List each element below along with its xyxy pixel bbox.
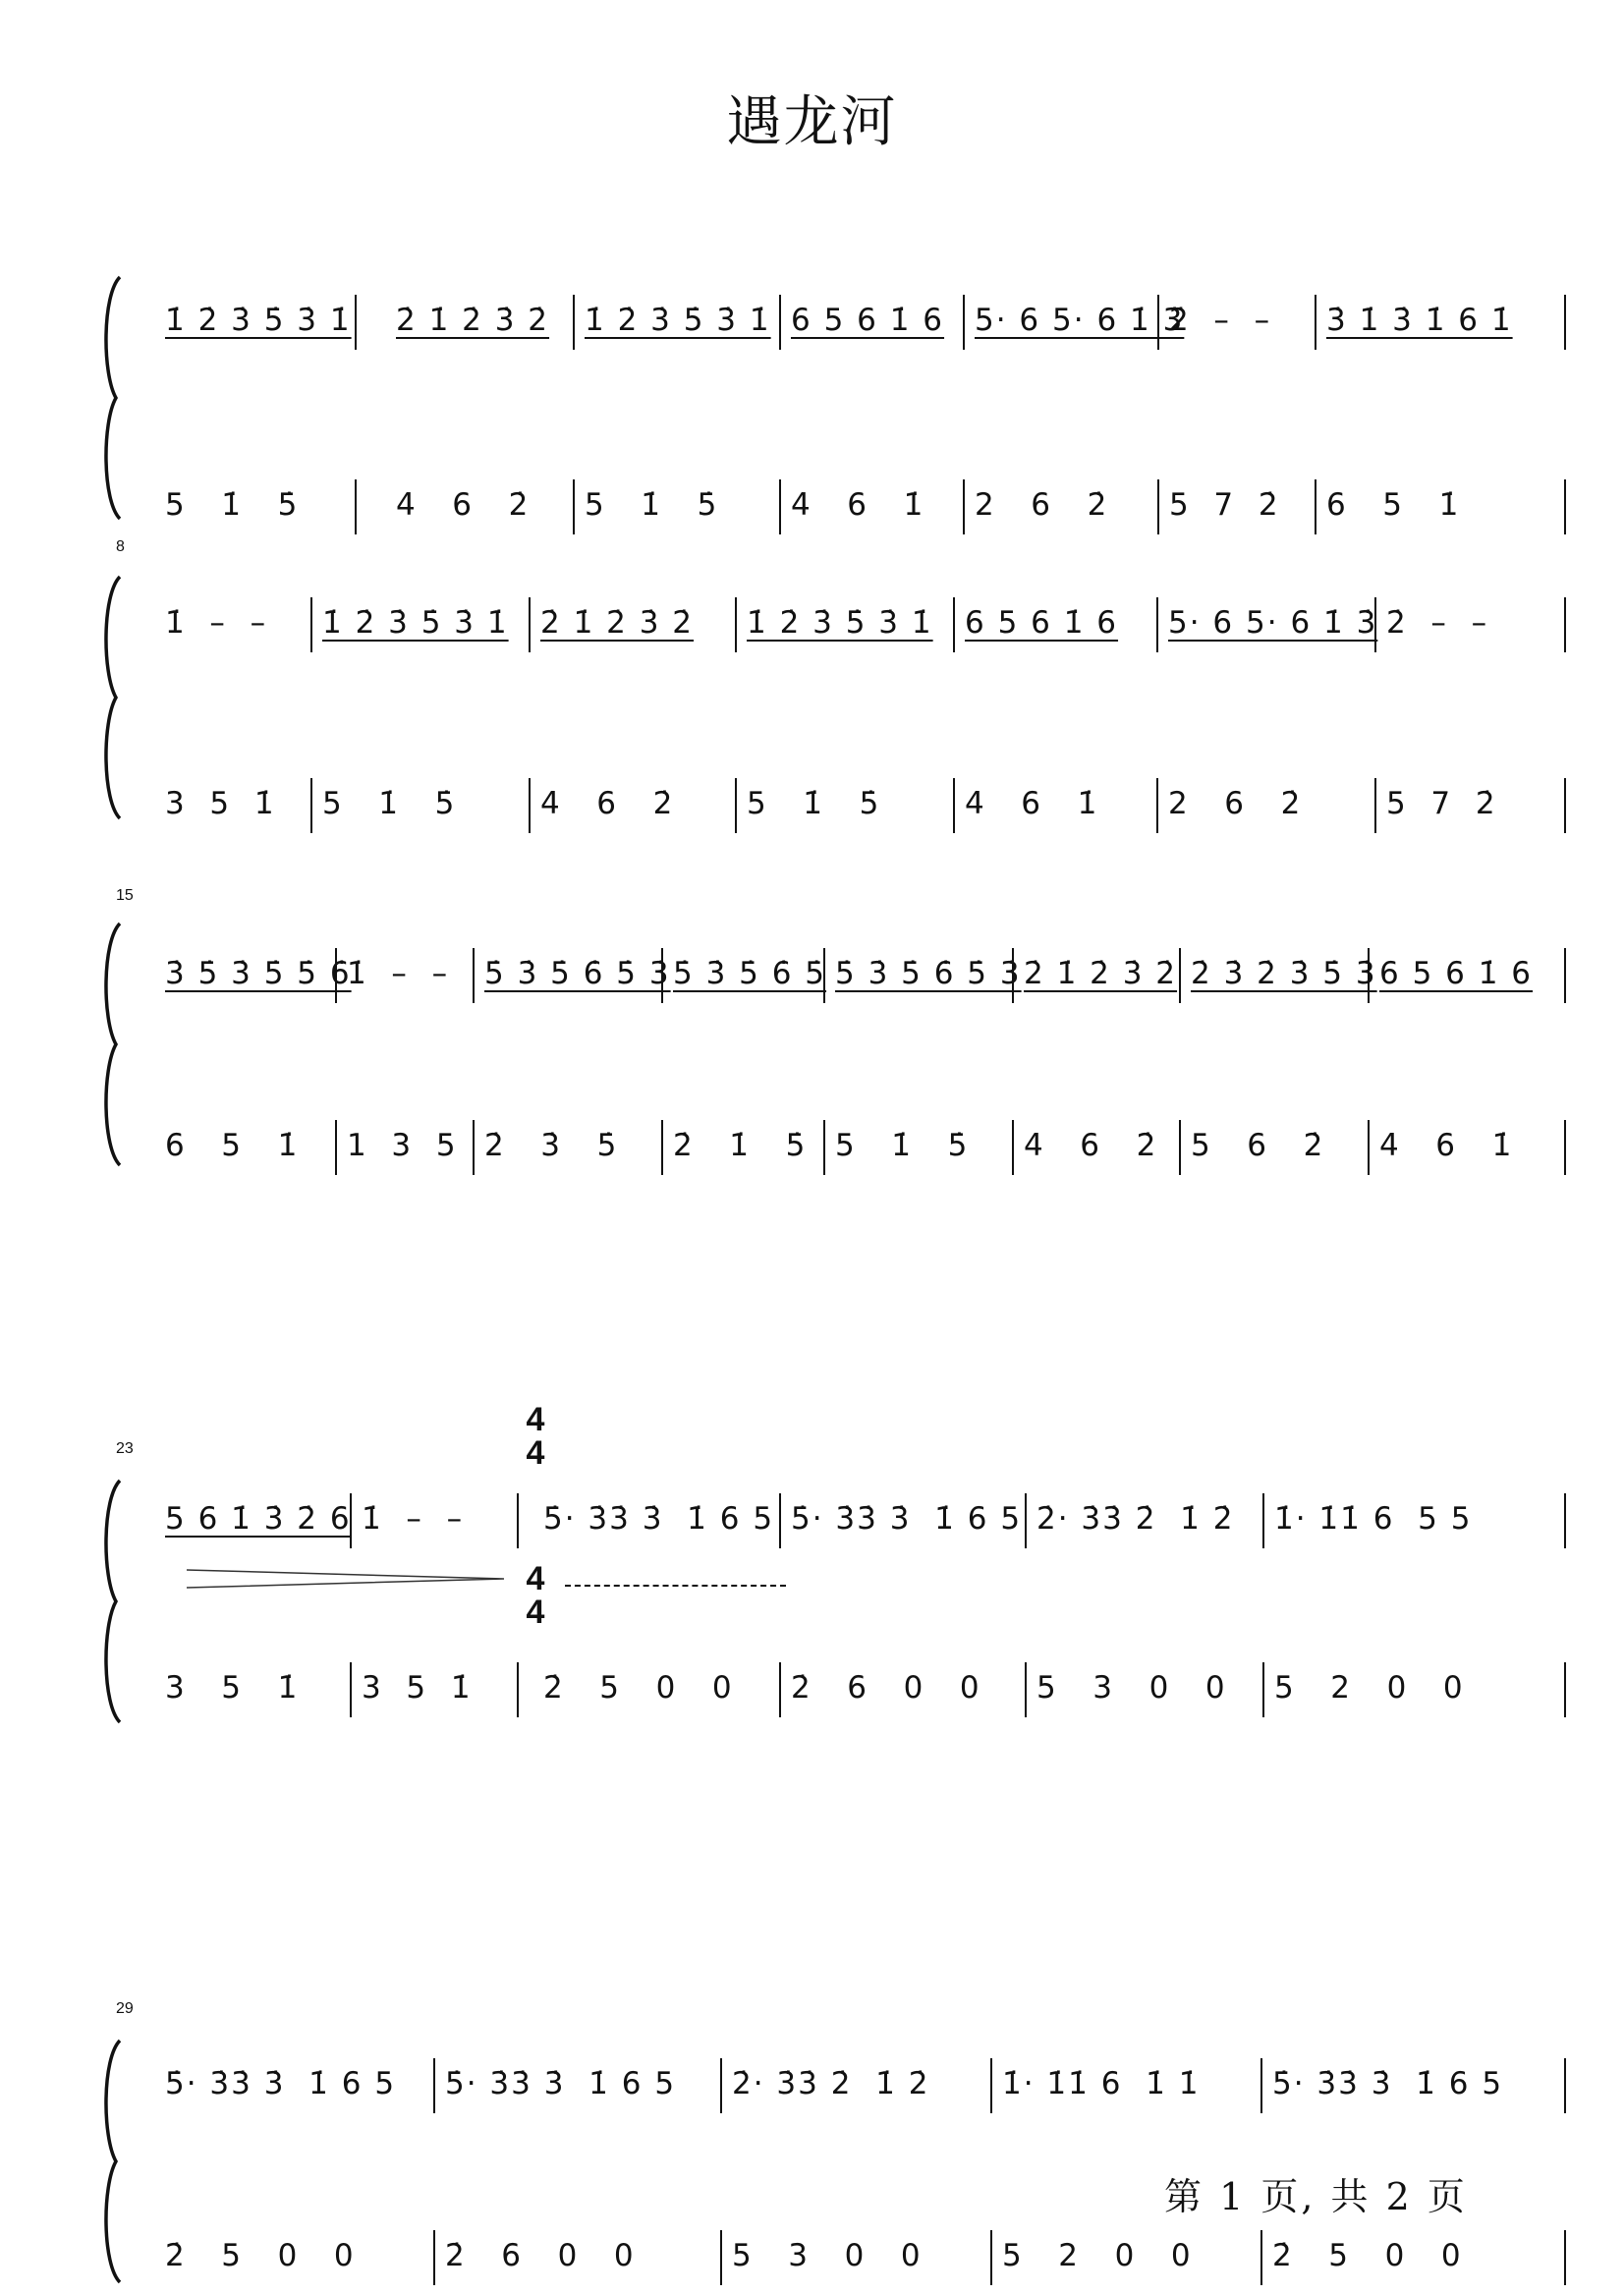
measure: 2̇ 5 0 0	[519, 1662, 781, 1717]
measure: 5 6 2̇	[1181, 1120, 1370, 1175]
measure-number: 15	[116, 887, 134, 904]
measure: 5̇ 3̇ 5̇ 6̇ 5̇ 3̇	[825, 948, 1014, 1003]
measure: 4 6 2̇	[357, 479, 575, 534]
measure: 2 6 2̇	[965, 479, 1159, 534]
measure: 1̇ 2̇ 3̇ 5̇ 3̇ 1̇	[155, 295, 357, 350]
lower-staff	[155, 2230, 1566, 2285]
measure: 4 6 2̇	[531, 778, 737, 833]
measure: 3 5 1̇	[155, 778, 312, 833]
brace-icon	[98, 922, 122, 1167]
measure: 5 7 2̇	[1159, 479, 1316, 534]
brace-icon	[98, 575, 122, 820]
measure: 2̇· 3̇3̇ 2̇ 1̇ 2̇	[1027, 1493, 1264, 1548]
measure: 1̇ 2̇ 3̇ 5̇ 3̇ 1̇	[575, 295, 781, 350]
dashed-extension	[565, 1585, 786, 1587]
measure: 6 5 1̇	[155, 1120, 337, 1175]
measure: 2̇ 3̇ 5̇	[475, 1120, 663, 1175]
measure-number: 8	[116, 538, 125, 555]
measure: 5· 6 5· 6 1̇ 3̇	[965, 295, 1159, 350]
measure: 5̇ 3̇ 5̇ 6̇ 5̇	[663, 948, 825, 1003]
upper-staff	[155, 948, 1566, 1003]
brace-icon	[98, 275, 122, 521]
measure: 5 1̇ 5̇	[737, 778, 955, 833]
measure: 6 5 6 1̇ 6	[955, 597, 1158, 652]
measure: 6 5 6 1̇ 6	[781, 295, 965, 350]
measure: 2̇ – –	[1159, 295, 1316, 350]
measure: 3̇ 1̇ 3̇ 1̇ 6 1̇	[1316, 295, 1566, 350]
measure: 2̇ 1̇ 2̇ 3̇ 2̇	[1014, 948, 1181, 1003]
measure: 1̇ – –	[155, 597, 312, 652]
measure: 1̇ 2̇ 3̇ 5̇ 3̇ 1̇	[312, 597, 531, 652]
measure: 2̇ 6 0 0	[435, 2230, 722, 2285]
measure: 4 6 2̇	[1014, 1120, 1181, 1175]
brace-icon	[98, 1479, 122, 1724]
measure: 5 2 0 0	[992, 2230, 1262, 2285]
measure: 2̇· 3̇3̇ 2̇ 1̇ 2̇	[722, 2058, 992, 2113]
measure: 1̇ – –	[352, 1493, 519, 1548]
measure: 2̇ 1̇ 5̇	[663, 1120, 825, 1175]
measure: 1̇ 2̇ 3̇ 5̇ 3̇ 1̇	[737, 597, 955, 652]
measure: 2̇ 6 0 0	[781, 1662, 1027, 1717]
measure: 3 5 1̇	[155, 1662, 352, 1717]
measure: 2̇ 1̇ 2̇ 3̇ 2̇	[531, 597, 737, 652]
measure: 5̇· 3̇3̇ 3̇ 1̇ 6 5	[781, 1493, 1027, 1548]
upper-staff	[155, 1493, 1566, 1548]
measure: 5̇· 3̇3̇ 3̇ 1̇ 6 5	[519, 1493, 781, 1548]
time-signature: 4 4	[526, 1401, 545, 1472]
time-signature: 4 4	[526, 1560, 545, 1631]
measure: 1̇· 1̇1̇ 6 5 5	[1264, 1493, 1566, 1548]
measure: 2̇ 3̇ 2̇ 3̇ 5̇ 3̇	[1181, 948, 1370, 1003]
measure-number: 23	[116, 1440, 134, 1457]
measure: 2̇ 1̇ 2̇ 3̇ 2̇	[357, 295, 575, 350]
measure: 5 2 0 0	[1264, 1662, 1566, 1717]
measure-number: 29	[116, 2000, 134, 2017]
measure: 4 6 1̇	[1370, 1120, 1566, 1175]
brace-icon	[98, 2039, 122, 2284]
lower-staff	[155, 1120, 1566, 1175]
measure: 5̇· 3̇3̇ 3̇ 1̇ 6 5	[435, 2058, 722, 2113]
measure: 5 7 2̇	[1376, 778, 1566, 833]
upper-staff	[155, 295, 1566, 350]
lower-staff	[155, 1662, 1566, 1717]
measure: 6 5 6 1̇ 6	[1370, 948, 1566, 1003]
measure: 2 6 2̇	[1158, 778, 1376, 833]
measure: 5 1̇ 5̇	[312, 778, 531, 833]
measure: 5 6 1̇ 3̇ 2̇ 6	[155, 1493, 352, 1548]
lower-staff	[155, 479, 1566, 534]
upper-staff	[155, 2058, 1566, 2113]
measure: 1̇· 1̇1̇ 6 1̇ 1̇	[992, 2058, 1262, 2113]
measure: 3̇ 5̇ 3̇ 5̇ 5̇ 6̇	[155, 948, 337, 1003]
decrescendo-hairpin	[185, 1564, 509, 1594]
measure: 5 1̇ 5̇	[155, 479, 357, 534]
measure: 5 1̇ 5̇	[575, 479, 781, 534]
measure: 2̇ 5 0 0	[1262, 2230, 1566, 2285]
measure: 6 5 1̇	[1316, 479, 1566, 534]
measure: 5̇ 3̇ 5̇ 6̇ 5̇ 3̇	[475, 948, 663, 1003]
measure: 2̇ 5 0 0	[155, 2230, 435, 2285]
lower-staff	[155, 778, 1566, 833]
measure: 5· 6 5· 6 1̇ 3̇	[1158, 597, 1376, 652]
measure: 5̇· 3̇3̇ 3̇ 1̇ 6 5	[1262, 2058, 1566, 2113]
upper-staff	[155, 597, 1566, 652]
measure: 5 3 0 0	[1027, 1662, 1264, 1717]
measure: 1 3 5	[337, 1120, 475, 1175]
measure: 2̇ – –	[1376, 597, 1566, 652]
measure: 5̇· 3̇3̇ 3̇ 1̇ 6 5	[155, 2058, 435, 2113]
measure: 5 3 0 0	[722, 2230, 992, 2285]
measure: 5 1̇ 5̇	[825, 1120, 1014, 1175]
score-title: 遇龙河	[726, 90, 898, 154]
measure: 1̇ – –	[337, 948, 475, 1003]
measure: 3 5 1̇	[352, 1662, 519, 1717]
measure: 4 6 1̇	[781, 479, 965, 534]
measure: 4 6 1̇	[955, 778, 1158, 833]
page-footer: 第 1 页, 共 2 页	[1164, 2175, 1468, 2218]
